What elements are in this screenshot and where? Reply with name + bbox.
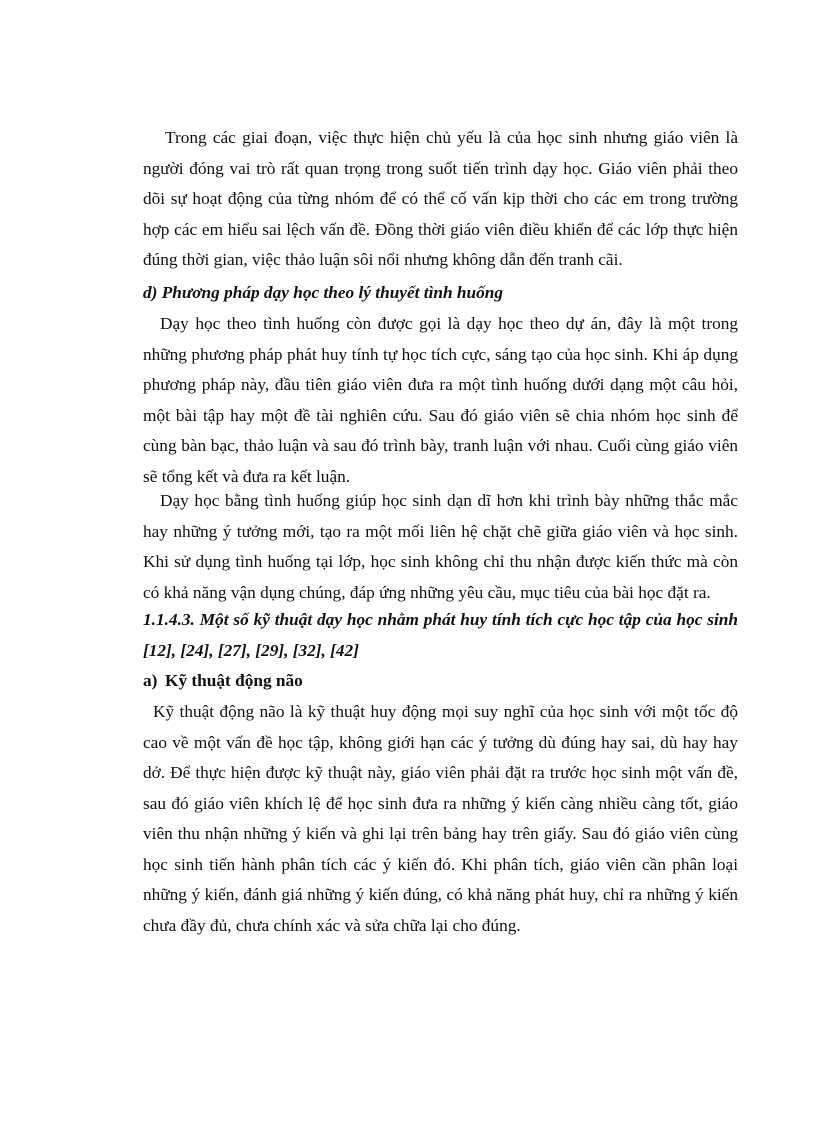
paragraph-case-method-intro: Dạy học theo tình huống còn được gọi là dạy học theo dự án, đây là một trong những phương pháp phát huy tính tự học tích cực, sáng tạo của học sinh. Khi áp dụng phương pháp này, đầu tiên giáo viên đưa ra một tình huống dưới dạng một câu hỏi, một bài tập hay một đề tài nghiên cứu. Sau đó giáo viên sẽ chia nhóm học sinh để cùng bàn bạc, thảo luận và sau đó trình bày, tranh luận với nhau. Cuối cùng giáo viên sẽ tổng kết và đưa ra kết luận. [143,314,738,486]
paragraph-group-discussion-conclusion: Trong các giai đoạn, việc thực hiện chủ yếu là của học sinh nhưng giáo viên là người đóng vai trò rất quan trọng trong suốt tiến trình dạy học. Giáo viên phải theo dõi sự hoạt động của từng nhóm để có thể cố vấn kịp thời cho các em trong trường hợp các em hiểu sai lệch vấn đề. Đồng thời giáo viên điều khiển để các lớp thực hiện đúng thời gian, việc thảo luận sôi nổi nhưng không dẫn đến tranh cãi. [143,128,738,269]
paragraph-brainstorming: Kỹ thuật động não là kỹ thuật huy động mọi suy nghĩ của học sinh với một tốc độ cao về một vấn đề học tập, không giới hạn các ý tưởng dù đúng hay sai, dù hay hay dở. Để thực hiện được kỹ thuật này, giáo viên phải đặt ra trước học sinh một vấn đề, sau đó giáo viên khích lệ để học sinh đưa ra những ý kiến càng nhiều càng tốt, giáo viên thu nhận những ý kiến và ghi lại trên bảng hay trên giấy. Sau đó giáo viên cùng học sinh tiến hành phân tích các ý kiến đó. Khi phân tích, giáo viên cần phân loại những ý kiến, đánh giá những ý kiến đúng, có khả năng phát huy, chỉ ra những ý kiến chưa đầy đủ, chưa chính xác và sửa chữa lại cho đúng. [143,702,738,935]
heading-brainstorming-text: Kỹ thuật động não [165,671,303,690]
heading-case-method: d) Phương pháp dạy học theo lý thuyết tình huống [143,283,504,302]
paragraph-case-method-benefits: Dạy học bằng tình huống giúp học sinh dạn dĩ hơn khi trình bày những thắc mắc hay những ý tưởng mới, tạo ra một mối liên hệ chặt chẽ giữa giáo viên và học sinh. Khi sử dụng tình huống tại lớp, học sinh không chỉ thu nhận được kiến thức mà còn có khả năng vận dụng chúng, đáp ứng những yêu cầu, mục tiêu của bài học đặt ra. [143,491,738,602]
heading-brainstorming-marker: a) [143,671,158,690]
heading-brainstorming [143,666,738,696]
heading-section-techniques: 1.1.4.3. Một số kỹ thuật dạy học nhằm phát huy tính tích cực học tập của học sinh [12], [24], [27], [29], [32], [42] [143,610,738,660]
